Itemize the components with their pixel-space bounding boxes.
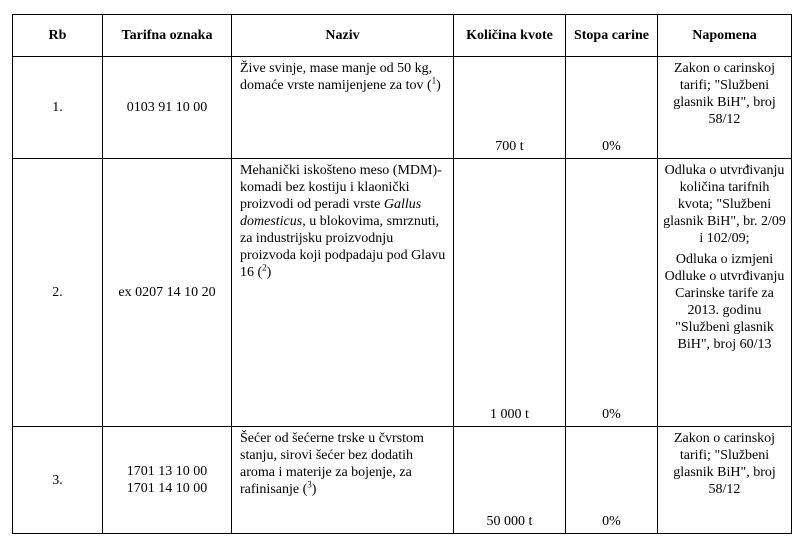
product-name: Šećer od šećerne trske u čvrstom stanju, sirovi šećer bez dodatih aroma i materije za bojenje, za rafinisanje ($^3$) <box>232 427 454 534</box>
product-name-text: Šećer od šećerne trske u čvrstom stanju, sirovi šećer bez dodatih aroma i materije za bojenje, za rafinisanje <box>240 431 424 497</box>
row-number: 2. <box>13 159 103 427</box>
table-row <box>13 427 792 534</box>
quota-quantity: 1 000 t <box>454 159 566 427</box>
species-name: Gallus domesticus <box>240 197 422 229</box>
product-name-text: Mehanički iskošteno meso (MDM)-komadi bez kostiju i klaonički proizvodi od peradi vrste <box>240 163 442 212</box>
duty-rate: 0% <box>566 159 658 427</box>
product-name: Mehanički iskošteno meso (MDM)-komadi bez kostiju i klaonički proizvodi od peradi vrste Gallus domesticus, u blokovima, smrznuti, za industrijsku proizvodnju proizvoda koji podpadaju pod Glavu 16 ($^2$) <box>232 159 454 427</box>
tariff-code <box>103 427 232 534</box>
header-rb: Rb <box>13 15 103 57</box>
header-duty-rate: Stopa carine <box>566 15 658 57</box>
product-name: Žive svinje, mase manje od 50 kg, domaće vrste namijenjene za tov ($^1$) <box>232 57 454 159</box>
quota-quantity: 50 000 t <box>454 427 566 534</box>
note-text: Zakon o carinskoj tarifi; "Službeni glasnik BiH", broj 58/12 <box>673 61 776 127</box>
footnote-ref: 1 <box>431 75 437 86</box>
note-cell <box>658 427 792 534</box>
duty-rate: 0% <box>566 427 658 534</box>
tariff-code: 0103 91 10 00 <box>103 57 232 159</box>
note-text: Odluka o utvrđivanju količina tarifnih kvota; "Službeni glasnik BiH", br. 2/09 i 102/09; <box>663 163 786 246</box>
tariff-code: ex 0207 14 10 20 <box>103 159 232 427</box>
footnote-ref: 2 <box>262 262 267 273</box>
tariff-quota-table <box>12 14 792 534</box>
tariff-code-line: 1701 14 10 00 <box>126 481 208 496</box>
note-cell <box>658 159 792 427</box>
table-header-row <box>13 15 792 57</box>
note-cell <box>658 57 792 159</box>
quota-quantity: 700 t <box>454 57 566 159</box>
note-text: Zakon o carinskoj tarifi; "Službeni glasnik BiH", broj 58/12 <box>673 431 776 497</box>
header-note: Napomena <box>658 15 792 57</box>
footnote-ref: 3 <box>307 479 312 490</box>
product-name-text: Žive svinje, mase manje od 50 kg, domaće vrste namijenjene za tov <box>240 61 433 93</box>
note-text: Odluka o izmjeni Odluke o utvrđivanju Carinske tarife za 2013. godinu "Službeni glasnik BiH", broj 60/13 <box>664 252 785 352</box>
duty-rate: 0% <box>566 57 658 159</box>
tariff-code-line: 1701 13 10 00 <box>126 464 208 479</box>
header-quota-quantity: Količina kvote <box>454 15 566 57</box>
row-number: 1. <box>13 57 103 159</box>
header-name: Naziv <box>232 15 454 57</box>
table-row <box>13 57 792 159</box>
header-tariff-code: Tarifna oznaka <box>103 15 232 57</box>
table-row <box>13 159 792 427</box>
row-number: 3. <box>13 427 103 534</box>
product-name-text: , u blokovima, smrznuti, za industrijsku proizvodnju proizvoda koji podpadaju pod Glavu 16 <box>240 214 446 280</box>
